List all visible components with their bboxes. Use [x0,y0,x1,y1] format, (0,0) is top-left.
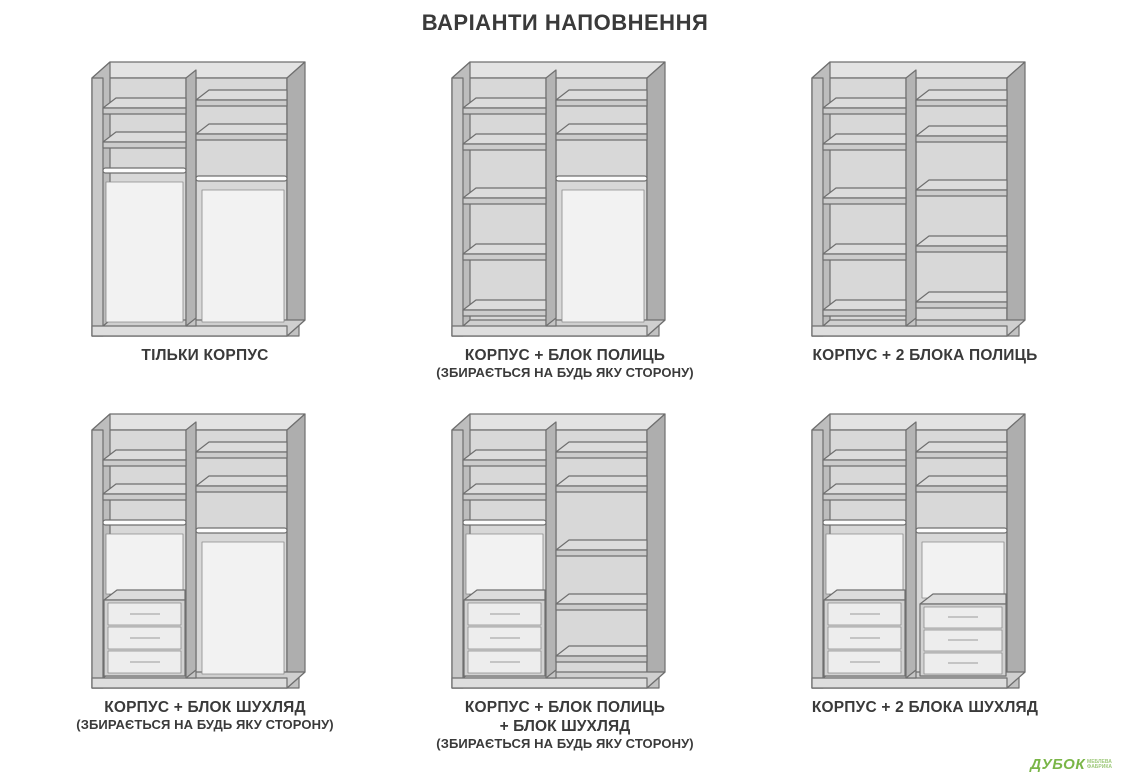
svg-carcass-plus-shelf-and-drawer-block [440,400,690,700]
watermark-brand: ДУБОК [1030,756,1086,773]
variants-row-2 [0,400,1130,753]
variant-caption-main: КОРПУС + БЛОК ШУХЛЯД [104,698,306,716]
variant-caption [436,698,693,753]
wardrobe-diagram-only-carcass [80,48,330,338]
variants-row-1 [0,48,1130,382]
variant-card-only-carcass[interactable] [40,48,370,382]
wardrobe-diagram-carcass-plus-2-drawer-blocks [800,400,1050,690]
variant-caption-note: (ЗБИРАЄТЬСЯ НА БУДЬ ЯКУ СТОРОНУ) [76,717,334,732]
variant-caption-main: КОРПУС + БЛОК ПОЛИЦЬ [464,347,666,364]
variant-caption-main: КОРПУС + 2 БЛОКА ШУХЛЯД [811,698,1039,716]
variant-card-carcass-plus-2-shelf-blocks[interactable] [760,48,1090,382]
wardrobe-diagram-carcass-plus-drawer-block [80,400,330,690]
variant-caption-note: (ЗБИРАЄТЬСЯ НА БУДЬ ЯКУ СТОРОНУ) [436,365,694,381]
variant-caption-main: КОРПУС + 2 БЛОКА ПОЛИЦЬ [812,347,1038,364]
watermark-sub2: ФАБРИКА [1087,764,1112,771]
variant-caption [141,346,268,365]
svg-carcass-plus-2-shelf-blocks [800,48,1050,348]
svg-carcass-plus-shelf-block [440,48,690,348]
variants-grid [0,48,1130,753]
variant-caption [812,698,1038,717]
variant-caption [436,346,693,382]
variant-caption-note: (ЗБИРАЄТЬСЯ НА БУДЬ ЯКУ СТОРОНУ) [436,736,694,752]
wardrobe-diagram-carcass-plus-shelf-block [440,48,690,338]
watermark-logo [1030,756,1112,773]
variant-caption-main: ТІЛЬКИ КОРПУС [141,347,269,364]
svg-carcass-plus-drawer-block [80,400,330,700]
wardrobe-diagram-carcass-plus-2-shelf-blocks [800,48,1050,338]
page-title: ВАРІАНТИ НАПОВНЕННЯ [421,10,709,35]
variant-card-carcass-plus-drawer-block[interactable] [40,400,370,753]
variant-caption [76,698,333,734]
variant-card-carcass-plus-shelf-and-drawer-block[interactable] [400,400,730,753]
svg-carcass-plus-2-drawer-blocks [800,400,1050,700]
variant-caption [813,346,1038,365]
variant-caption-main: КОРПУС + БЛОК ПОЛИЦЬ [464,698,666,716]
wardrobe-diagram-carcass-plus-shelf-and-drawer-block [440,400,690,690]
variant-caption-main-2: + БЛОК ШУХЛЯД [499,718,631,735]
variant-card-carcass-plus-shelf-block[interactable] [400,48,730,382]
watermark-sub1: МЕБЛЕВА [1087,758,1112,765]
variant-card-carcass-plus-2-drawer-blocks[interactable] [760,400,1090,753]
svg-only-carcass [80,48,330,348]
